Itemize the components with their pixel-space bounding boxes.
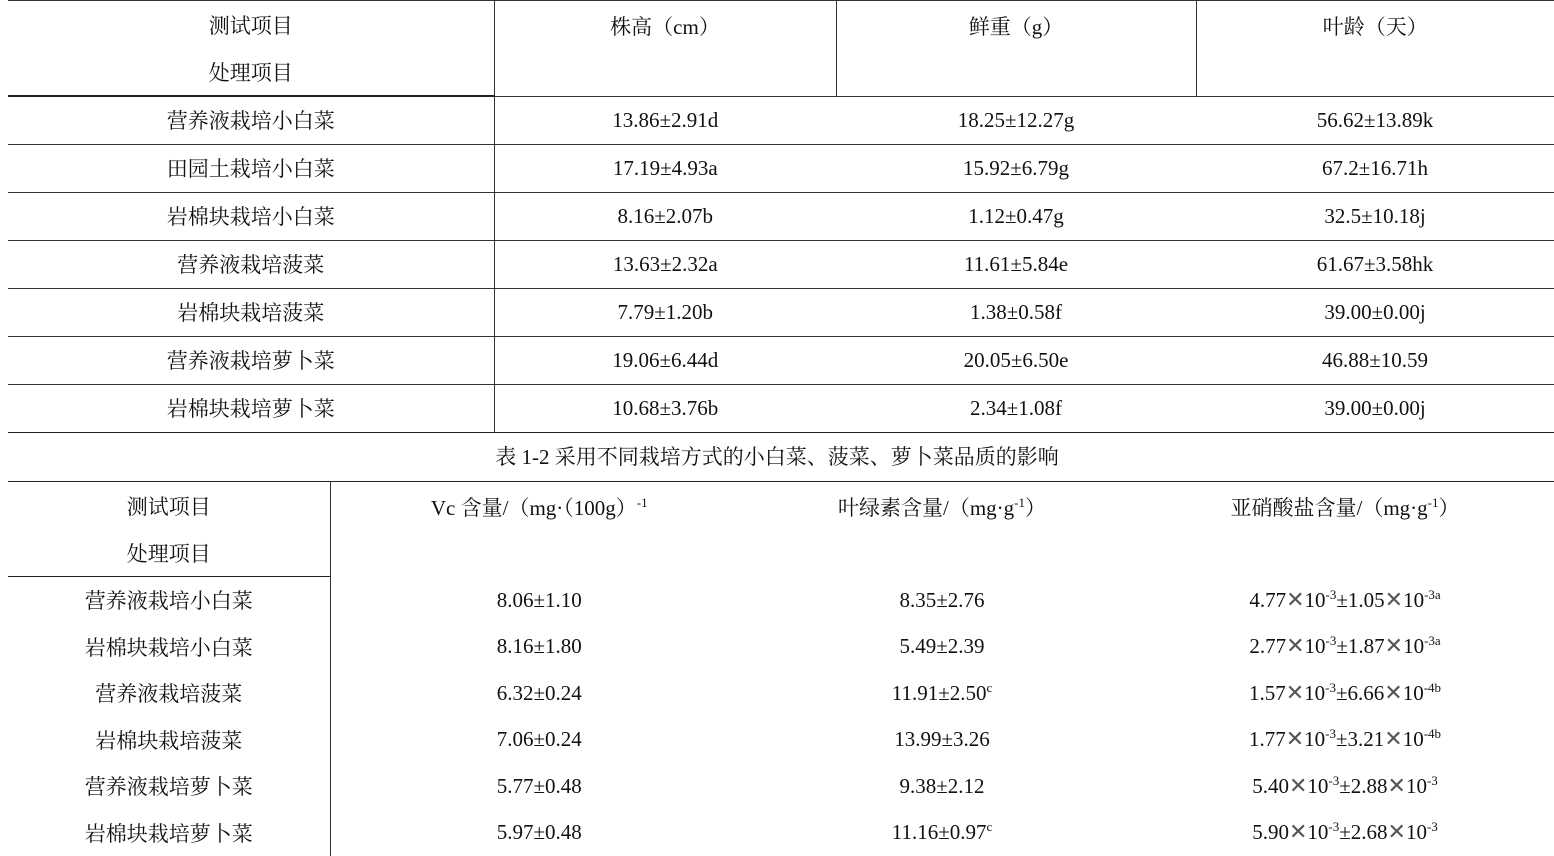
header-treatment-item: 处理项目 bbox=[8, 529, 330, 577]
cell-leaf-age: 39.00±0.00j bbox=[1196, 384, 1554, 432]
table-row bbox=[8, 384, 1554, 432]
cell-fresh-weight: 18.25±12.27g bbox=[836, 96, 1196, 144]
row-name: 岩棉块栽培萝卜菜 bbox=[8, 384, 494, 432]
times-icon: ✕ bbox=[1388, 820, 1406, 845]
table-row bbox=[8, 624, 1554, 671]
header-treatment-item: 处理项目 bbox=[8, 49, 494, 96]
cell-nitrite: $2.77✕10^{-3}\pm 1.87✕10^{-3a}$ bbox=[1136, 624, 1554, 671]
cell-chlorophyll: 11.16±0.97$^c$ bbox=[748, 810, 1136, 856]
header-test-item: 测试项目 bbox=[8, 482, 330, 530]
cell-fresh-weight: 11.61±5.84e bbox=[836, 240, 1196, 288]
header-fresh-weight: 鲜重（g） bbox=[836, 1, 1196, 97]
row-name: 岩棉块栽培菠菜 bbox=[8, 717, 330, 764]
times-icon: ✕ bbox=[1384, 727, 1402, 752]
table-row bbox=[8, 763, 1554, 810]
cell-nitrite: $5.40✕10^{-3}\pm 2.88✕10^{-3}$ bbox=[1136, 763, 1554, 810]
cell-chlorophyll: 5.49±2.39 bbox=[748, 624, 1136, 671]
cell-nitrite: $5.90✕10^{-3}\pm 2.68✕10^{-3}$ bbox=[1136, 810, 1554, 856]
table-row bbox=[8, 96, 1554, 144]
cell-leaf-age: 56.62±13.89k bbox=[1196, 96, 1554, 144]
cell-vc: 7.06±0.24 bbox=[330, 717, 748, 764]
table-row bbox=[8, 144, 1554, 192]
cell-chlorophyll: 9.38±2.12 bbox=[748, 763, 1136, 810]
table-caption: 表 1-2 采用不同栽培方式的小白菜、菠菜、萝卜菜品质的影响 bbox=[0, 433, 1554, 481]
row-name: 营养液栽培菠菜 bbox=[8, 240, 494, 288]
times-icon: ✕ bbox=[1286, 681, 1304, 706]
cell-chlorophyll: 8.35±2.76 bbox=[748, 577, 1136, 624]
cell-leaf-age: 46.88±10.59 bbox=[1196, 336, 1554, 384]
cell-leaf-age: 67.2±16.71h bbox=[1196, 144, 1554, 192]
cell-fresh-weight: 15.92±6.79g bbox=[836, 144, 1196, 192]
table-row bbox=[8, 810, 1554, 856]
cell-vc: 6.32±0.24 bbox=[330, 670, 748, 717]
cell-plant-height: 8.16±2.07b bbox=[494, 192, 836, 240]
times-icon: ✕ bbox=[1289, 820, 1307, 845]
table-row bbox=[8, 670, 1554, 717]
row-name: 岩棉块栽培小白菜 bbox=[8, 192, 494, 240]
times-icon: ✕ bbox=[1286, 588, 1304, 613]
cell-vc: 5.97±0.48 bbox=[330, 810, 748, 856]
cell-nitrite: $1.57✕10^{-3}\pm 6.66✕10^{-4b}$ bbox=[1136, 670, 1554, 717]
times-icon: ✕ bbox=[1286, 727, 1304, 752]
cell-plant-height: 19.06±6.44d bbox=[494, 336, 836, 384]
table-row bbox=[8, 240, 1554, 288]
cell-leaf-age: 32.5±10.18j bbox=[1196, 192, 1554, 240]
cell-plant-height: 7.79±1.20b bbox=[494, 288, 836, 336]
row-name: 营养液栽培小白菜 bbox=[8, 96, 494, 144]
row-name: 田园土栽培小白菜 bbox=[8, 144, 494, 192]
cell-vc: 8.16±1.80 bbox=[330, 624, 748, 671]
cell-leaf-age: 61.67±3.58hk bbox=[1196, 240, 1554, 288]
cell-vc: 8.06±1.10 bbox=[330, 577, 748, 624]
row-name: 营养液栽培小白菜 bbox=[8, 577, 330, 624]
row-name: 岩棉块栽培小白菜 bbox=[8, 624, 330, 671]
times-icon: ✕ bbox=[1385, 588, 1403, 613]
header-plant-height: 株高（cm） bbox=[494, 1, 836, 97]
table-header-row bbox=[8, 1, 1554, 50]
header-nitrite: 亚硝酸盐含量$/(mg\cdot g^{-1})$ bbox=[1136, 482, 1554, 577]
cell-fresh-weight: 2.34±1.08f bbox=[836, 384, 1196, 432]
cell-chlorophyll: 13.99±3.26 bbox=[748, 717, 1136, 764]
table-row bbox=[8, 717, 1554, 764]
table-row bbox=[8, 336, 1554, 384]
header-test-item: 测试项目 bbox=[8, 1, 494, 50]
row-name: 营养液栽培菠菜 bbox=[8, 670, 330, 717]
cell-chlorophyll: 11.91±2.50$^c$ bbox=[748, 670, 1136, 717]
row-name: 营养液栽培萝卜菜 bbox=[8, 763, 330, 810]
row-name: 岩棉块栽培萝卜菜 bbox=[8, 810, 330, 856]
cell-plant-height: 17.19±4.93a bbox=[494, 144, 836, 192]
row-name: 岩棉块栽培菠菜 bbox=[8, 288, 494, 336]
row-name: 营养液栽培萝卜菜 bbox=[8, 336, 494, 384]
cell-nitrite: $4.77✕10^{-3}\pm 1.05✕10^{-3a}$ bbox=[1136, 577, 1554, 624]
times-icon: ✕ bbox=[1286, 634, 1304, 659]
cell-fresh-weight: 1.38±0.58f bbox=[836, 288, 1196, 336]
cell-vc: 5.77±0.48 bbox=[330, 763, 748, 810]
cell-fresh-weight: 20.05±6.50e bbox=[836, 336, 1196, 384]
times-icon: ✕ bbox=[1385, 634, 1403, 659]
cell-nitrite: $1.77✕10^{-3}\pm 3.21✕10^{-4b}$ bbox=[1136, 717, 1554, 764]
table-row bbox=[8, 577, 1554, 624]
times-icon: ✕ bbox=[1384, 681, 1402, 706]
table-row bbox=[8, 192, 1554, 240]
table-growth bbox=[8, 0, 1554, 433]
table-quality bbox=[8, 481, 1554, 856]
table-row bbox=[8, 288, 1554, 336]
table-header-row bbox=[8, 482, 1554, 530]
times-icon: ✕ bbox=[1289, 774, 1307, 799]
cell-leaf-age: 39.00±0.00j bbox=[1196, 288, 1554, 336]
header-chlorophyll: 叶绿素含量$/(mg\cdot g^{-1})$ bbox=[748, 482, 1136, 577]
times-icon: ✕ bbox=[1388, 774, 1406, 799]
cell-plant-height: 13.86±2.91d bbox=[494, 96, 836, 144]
header-leaf-age: 叶龄（天） bbox=[1196, 1, 1554, 97]
cell-plant-height: 13.63±2.32a bbox=[494, 240, 836, 288]
cell-fresh-weight: 1.12±0.47g bbox=[836, 192, 1196, 240]
cell-plant-height: 10.68±3.76b bbox=[494, 384, 836, 432]
header-vc: Vc 含量$/(mg\cdot(100g)^{-1}$ bbox=[330, 482, 748, 577]
